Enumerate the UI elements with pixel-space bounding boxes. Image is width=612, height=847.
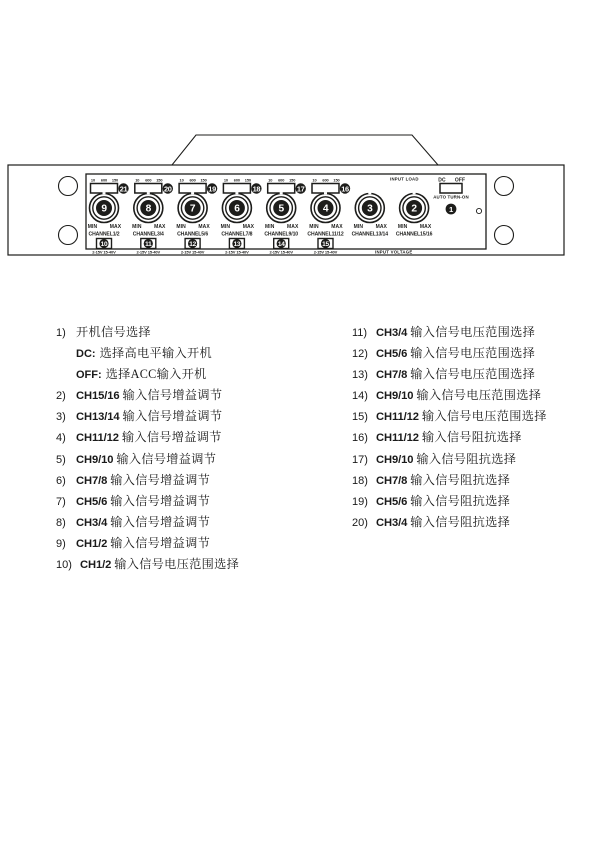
legend-item	[352, 491, 612, 512]
legend-item-channel-code: CH5/6	[376, 348, 408, 361]
legend-item-number: 18)	[352, 474, 368, 487]
legend-item-channel-code: CH11/12	[76, 432, 119, 445]
knob-max-label-2: MAX	[198, 224, 210, 230]
power-switch-dc-label: DC	[438, 177, 446, 184]
knob-badge-8: 8	[145, 203, 151, 215]
knob-badge-6: 6	[234, 203, 240, 215]
legend-item	[56, 322, 330, 343]
power-switch-badge-number: 1	[449, 205, 453, 215]
voltage-scale-label-4: 2-15V 15-40V	[269, 249, 293, 255]
legend-item-number: 5)	[56, 453, 66, 466]
knob-min-label-5: MIN	[309, 224, 319, 230]
knob-max-label-0: MAX	[109, 224, 122, 230]
legend-item-channel-code: CH13/14	[76, 411, 120, 424]
legend-item-description: 输入信号增益调节	[122, 409, 223, 424]
legend-item	[352, 364, 612, 385]
channel-strip-4	[221, 178, 262, 255]
legend-item-number: 15)	[352, 411, 368, 424]
input-load-switch-4[interactable]	[223, 184, 250, 194]
legend-sub-key: DC:	[76, 348, 96, 361]
legend-item-description: 输入信号增益调节	[110, 493, 211, 508]
legend-item-description: 输入信号增益调节	[116, 451, 217, 466]
load-scale-600-0: 600	[100, 177, 108, 183]
legend-item-channel-code: CH7/8	[376, 369, 408, 382]
knob-min-label-4: MIN	[264, 224, 275, 230]
legend-item	[56, 427, 330, 448]
legend-sub-description: 选择高电平输入开机	[99, 346, 212, 361]
load-scale-10-0: 10	[90, 177, 96, 183]
load-scale-600-4: 600	[278, 177, 285, 183]
load-scale-600-2: 600	[189, 177, 196, 183]
load-badge-18-number: 18	[252, 184, 261, 194]
channel-label-6: CHANNEL11/12	[307, 231, 344, 238]
load-scale-150-0: 150	[111, 177, 119, 183]
legend-item	[352, 427, 612, 448]
legend-item	[56, 470, 330, 491]
channel-strip-7	[352, 193, 389, 237]
legend-sub-item	[56, 364, 330, 385]
legend-item	[56, 554, 330, 575]
channel-label-1: CHANNEL1/2	[88, 231, 120, 238]
input-load-switch-5[interactable]	[268, 184, 295, 194]
load-badge-17-number: 17	[296, 184, 305, 194]
legend-sub-description: 选择ACC输入开机	[105, 367, 207, 382]
legend-item-number: 10)	[56, 559, 72, 572]
legend-item	[56, 449, 330, 470]
legend-item-description: 开机信号选择	[76, 325, 151, 339]
knob-min-label-1: MIN	[132, 224, 142, 230]
legend-item-description: 输入信号阻抗选择	[410, 472, 511, 487]
legend-item-channel-code: CH11/12	[376, 411, 419, 424]
channel-label-5: CHANNEL9/10	[264, 231, 299, 238]
knob-max-label-1: MAX	[154, 224, 166, 230]
voltage-scale-label-1: 2-15V 15-40V	[136, 249, 161, 255]
legend-item	[352, 449, 612, 470]
knob-min-label-6: MIN	[353, 224, 364, 230]
legend-item-description: 输入信号电压范围选择	[410, 325, 536, 339]
legend-sub-key: OFF:	[76, 369, 102, 382]
load-scale-10-2: 10	[179, 177, 184, 183]
legend-item-number: 2)	[56, 390, 66, 403]
legend-item-description: 输入信号阻抗选择	[410, 514, 511, 529]
input-load-switch-2[interactable]	[135, 184, 162, 194]
legend-item	[352, 406, 612, 427]
legend-item-number: 12)	[352, 348, 368, 361]
channel-strip-3	[176, 178, 217, 255]
volt-badge-13-number: 13	[233, 241, 241, 249]
load-badge-21-number: 21	[119, 184, 128, 194]
load-scale-600-1: 600	[145, 177, 152, 183]
channel-label-7: CHANNEL13/14	[351, 231, 389, 238]
legend-item-number: 6)	[56, 474, 66, 487]
channel-label-2: CHANNEL3/4	[132, 231, 164, 238]
auto-turn-on-group	[433, 178, 469, 215]
legend-block	[0, 322, 612, 575]
legend-item-channel-code: CH9/10	[76, 453, 114, 466]
panel-top-bracket	[155, 135, 456, 165]
input-load-switch-6[interactable]	[312, 184, 339, 194]
legend-item-description: 输入信号电压范围选择	[410, 367, 536, 382]
legend-item	[352, 343, 612, 364]
knob-max-label-6: MAX	[375, 224, 388, 230]
load-scale-600-5: 600	[322, 177, 329, 183]
voltage-scale-label-2: 2-15V 15-40V	[180, 249, 205, 255]
load-scale-150-1: 150	[156, 177, 163, 183]
input-voltage-caption: INPUT VOLTAGE	[375, 249, 413, 255]
legend-item-channel-code: CH5/6	[376, 495, 408, 508]
legend-item-number: 16)	[352, 432, 368, 445]
legend-item-number: 20)	[352, 516, 368, 529]
volt-badge-14-number: 14	[277, 241, 285, 249]
legend-item-channel-code: CH7/8	[76, 474, 108, 487]
legend-item	[56, 512, 330, 533]
volt-badge-10-number: 10	[100, 241, 108, 249]
device-rear-panel-figure	[0, 118, 612, 278]
volt-badge-15-number: 15	[322, 241, 329, 249]
legend-item-description: 输入信号增益调节	[110, 472, 211, 487]
legend-column-left	[0, 322, 330, 575]
legend-item-description: 输入信号增益调节	[122, 388, 223, 403]
power-switch[interactable]	[440, 184, 462, 194]
knob-max-label-4: MAX	[286, 224, 299, 230]
load-badge-20-number: 20	[163, 184, 172, 194]
legend-item-description: 输入信号电压范围选择	[114, 557, 240, 572]
load-badge-16-number: 16	[341, 184, 349, 194]
load-scale-600-3: 600	[233, 177, 241, 183]
channel-label-4: CHANNEL7/8	[221, 231, 253, 238]
legend-sub-item	[56, 343, 330, 364]
legend-item-number: 3)	[56, 411, 66, 424]
legend-item	[56, 533, 330, 554]
channel-strip-2	[132, 178, 173, 255]
legend-item-channel-code: CH5/6	[76, 495, 108, 508]
legend-item-description: 输入信号阻抗选择	[421, 430, 522, 445]
knob-max-label-5: MAX	[331, 224, 343, 230]
legend-item-description: 输入信号增益调节	[110, 535, 211, 550]
legend-column-right	[330, 322, 612, 533]
channel-strip-6	[307, 178, 350, 255]
legend-item-description: 输入信号增益调节	[121, 430, 222, 445]
channel-strip-5	[264, 178, 306, 255]
legend-item-channel-code: CH1/2	[76, 537, 108, 550]
input-load-switch-3[interactable]	[179, 184, 206, 194]
volt-badge-12-number: 12	[189, 241, 196, 249]
legend-item-channel-code: CH3/4	[376, 516, 408, 529]
legend-item-number: 8)	[56, 516, 66, 529]
legend-item	[352, 322, 612, 343]
load-scale-150-5: 150	[333, 177, 340, 183]
legend-item	[56, 406, 330, 427]
knob-min-label-3: MIN	[220, 224, 231, 230]
voltage-scale-label-0: 2-15V 15-40V	[92, 249, 116, 255]
legend-item	[352, 470, 612, 491]
legend-item-channel-code: CH3/4	[76, 516, 108, 529]
voltage-scale-label-3: 2-15V 15-40V	[225, 249, 249, 255]
legend-item	[352, 512, 612, 533]
knob-badge-7: 7	[189, 203, 196, 215]
legend-item	[56, 491, 330, 512]
knob-badge-3: 3	[367, 203, 373, 215]
load-badge-19-number: 19	[208, 184, 216, 194]
legend-item-number: 14)	[352, 390, 368, 403]
legend-item-description: 输入信号阻抗选择	[416, 451, 517, 466]
volt-badge-11-number: 11	[145, 241, 152, 249]
load-scale-10-4: 10	[268, 177, 273, 183]
legend-item-description: 输入信号阻抗选择	[410, 493, 511, 508]
load-scale-10-3: 10	[223, 177, 228, 183]
channel-label-8: CHANNEL15/16	[395, 231, 433, 238]
legend-item-channel-code: CH11/12	[376, 432, 419, 445]
legend-item-number: 9)	[56, 537, 66, 550]
legend-item-number: 13)	[352, 369, 368, 382]
load-scale-150-4: 150	[289, 177, 296, 183]
power-switch-off-label: OFF	[454, 177, 466, 184]
knob-min-label-2: MIN	[176, 224, 186, 230]
knob-badge-5: 5	[278, 203, 284, 215]
legend-item-description: 输入信号电压范围选择	[421, 409, 547, 424]
legend-item	[56, 385, 330, 406]
legend-item-channel-code: CH3/4	[376, 327, 408, 339]
load-scale-150-3: 150	[244, 177, 252, 183]
channel-strip-8	[396, 193, 433, 237]
legend-item-channel-code: CH9/10	[376, 453, 414, 466]
channel-strip-1	[88, 178, 129, 255]
legend-item-number: 1)	[56, 327, 66, 339]
legend-item-channel-code: CH15/16	[76, 390, 120, 403]
legend-item	[352, 385, 612, 406]
knob-min-label-0: MIN	[87, 224, 98, 230]
knob-badge-2: 2	[411, 203, 417, 215]
auto-turn-on-label: AUTO TURN-ON	[433, 194, 469, 200]
knob-badge-9: 9	[101, 203, 107, 215]
legend-item-description: 输入信号电压范围选择	[416, 388, 542, 403]
load-scale-150-2: 150	[200, 177, 207, 183]
legend-item-channel-code: CH9/10	[376, 390, 414, 403]
knob-min-label-7: MIN	[397, 224, 408, 230]
channel-label-3: CHANNEL5/6	[177, 231, 209, 238]
legend-item-number: 11)	[352, 327, 368, 339]
voltage-scale-label-5: 2-15V 15-40V	[313, 249, 338, 255]
knob-badge-4: 4	[322, 203, 329, 215]
device-diagram-svg	[0, 118, 612, 278]
legend-item-channel-code: CH7/8	[376, 474, 408, 487]
input-load-switch-1[interactable]	[91, 184, 118, 194]
knob-max-label-7: MAX	[419, 224, 432, 230]
load-scale-10-5: 10	[312, 177, 317, 183]
legend-item-description: 输入信号增益调节	[110, 514, 211, 529]
legend-item-channel-code: CH1/2	[80, 559, 112, 572]
input-load-caption: INPUT LOAD	[390, 176, 419, 182]
load-scale-10-1: 10	[135, 177, 140, 183]
legend-item-number: 17)	[352, 453, 368, 466]
knob-max-label-3: MAX	[242, 224, 255, 230]
legend-item-number: 7)	[56, 495, 66, 508]
legend-item-number: 4)	[56, 432, 66, 445]
legend-item-description: 输入信号电压范围选择	[410, 346, 536, 361]
legend-item-number: 19)	[352, 495, 368, 508]
